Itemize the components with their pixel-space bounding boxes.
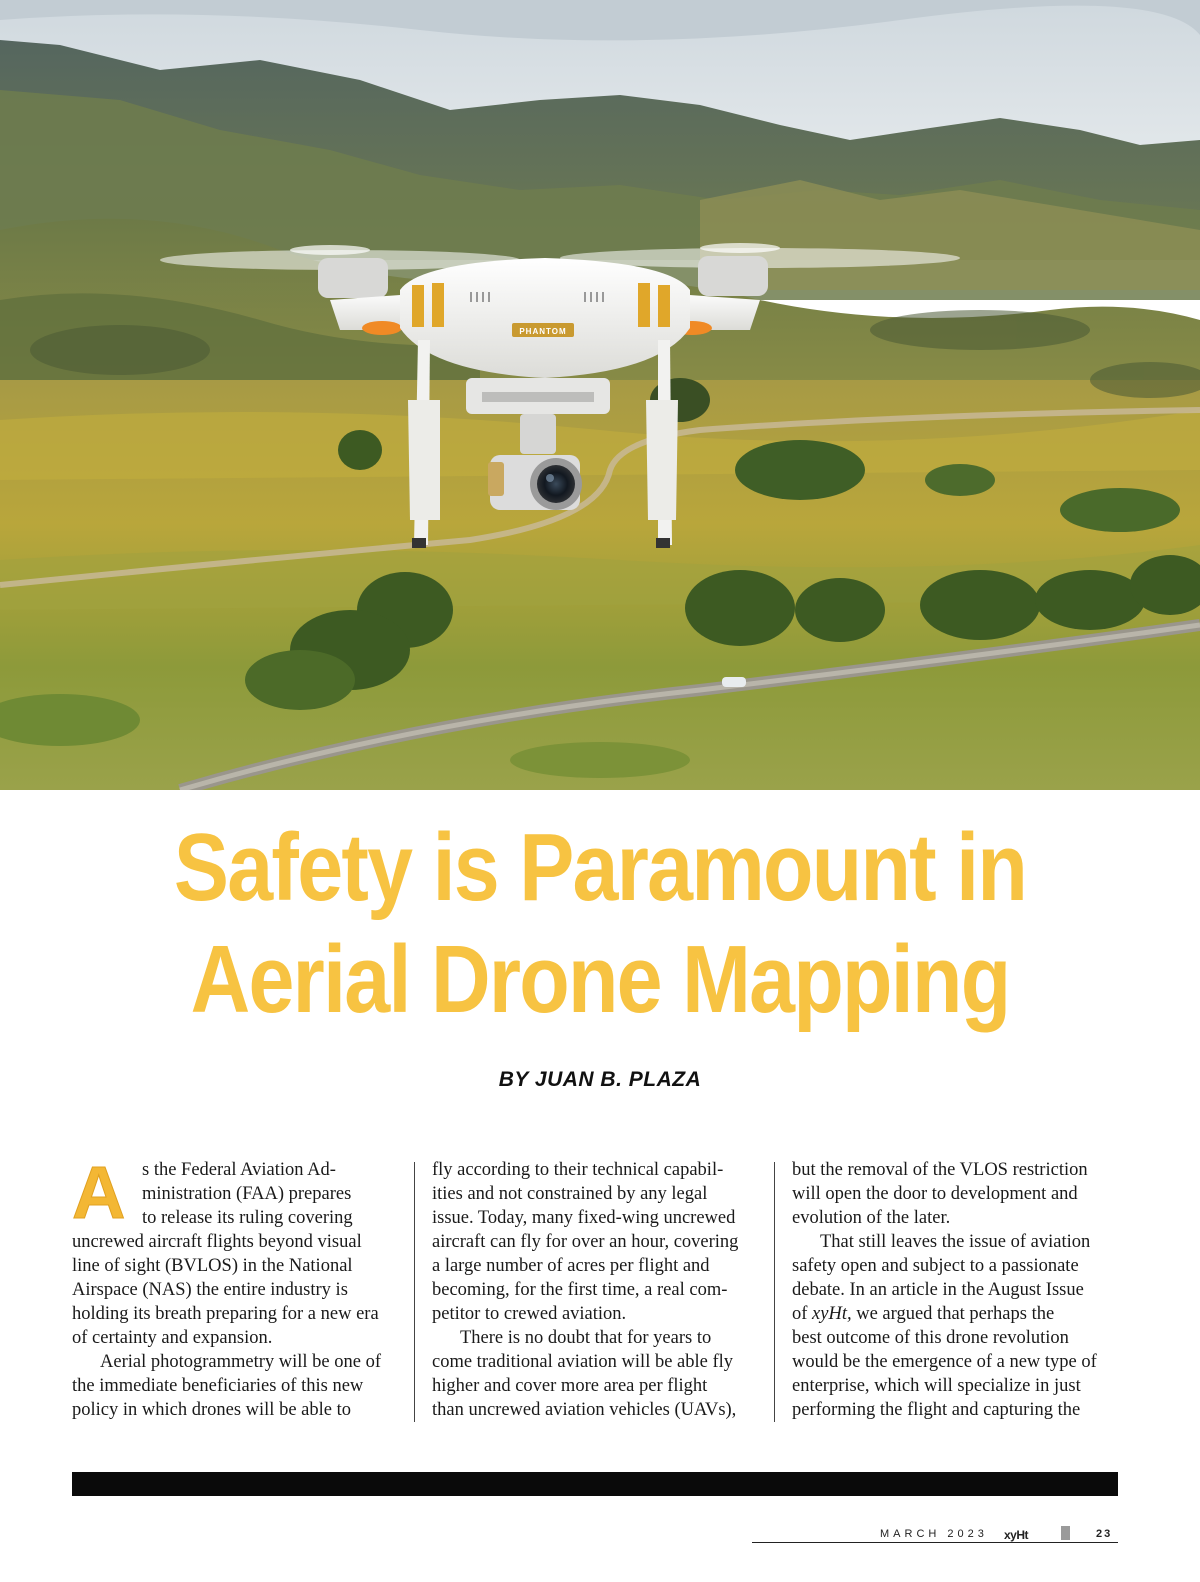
page-number: 23 <box>1096 1528 1113 1540</box>
hero-photo <box>0 0 1200 790</box>
byline: BY JUAN B. PLAZA <box>498 1068 702 1091</box>
body-line: than uncrewed aviation vehicles (UAVs), <box>432 1400 737 1420</box>
body-line: the immediate beneficiaries of this new <box>72 1376 364 1396</box>
column-3 <box>792 1158 1122 1422</box>
body-line: line of sight (BVLOS) in the National <box>72 1256 353 1276</box>
body-line: holding its breath preparing for a new era <box>72 1304 379 1324</box>
article-headline <box>84 812 1116 1036</box>
body-line: enterprise, which will specialize in just <box>792 1376 1081 1396</box>
body-line <box>792 1302 1122 1326</box>
body-line: performing the flight and capturing the <box>792 1400 1081 1420</box>
body-line: Aerial photogrammetry will be one of <box>100 1352 382 1372</box>
footer-separator-block <box>1061 1526 1070 1540</box>
body-line: come traditional aviation will be able fly <box>432 1352 734 1372</box>
body-line: will open the door to development and <box>792 1184 1078 1204</box>
body-line: a large number of acres per flight and <box>432 1256 710 1276</box>
body-line: evolution of the later. <box>792 1208 951 1228</box>
body-line: uncrewed aircraft flights beyond visual <box>72 1232 362 1252</box>
body-line: to release its ruling covering <box>142 1208 353 1228</box>
headline-line-2: Aerial Drone Mapping <box>190 926 1010 1033</box>
body-line: ministration (FAA) prepares <box>142 1184 352 1204</box>
body-line: of certainty and expansion. <box>72 1328 273 1348</box>
footer-rule <box>752 1542 1118 1543</box>
body-text: we argued that perhaps the <box>856 1304 1055 1324</box>
column-2 <box>432 1158 762 1422</box>
magazine-name: xyHt <box>1004 1528 1029 1542</box>
body-line: s the Federal Aviation Ad- <box>142 1160 336 1180</box>
column-divider <box>774 1162 775 1422</box>
body-line: best outcome of this drone revolution <box>792 1328 1069 1348</box>
body-line: issue. Today, many fixed-wing uncrewed <box>432 1208 736 1228</box>
publication-name: xyHt, <box>812 1304 852 1324</box>
issue-date: MARCH 2023 <box>880 1528 988 1540</box>
drop-cap: A <box>72 1151 126 1234</box>
body-line: aircraft can fly for over an hour, covering <box>432 1232 739 1252</box>
decorative-bar <box>72 1472 1118 1496</box>
body-line: safety open and subject to a passionate <box>792 1256 1079 1276</box>
body-line: becoming, for the first time, a real com- <box>432 1280 728 1300</box>
body-text: of <box>792 1304 808 1324</box>
article-body <box>72 1151 1118 1428</box>
column-1 <box>72 1151 402 1422</box>
body-line: policy in which drones will be able to <box>72 1400 351 1420</box>
body-line: would be the emergence of a new type of <box>792 1352 1097 1372</box>
body-line: but the removal of the VLOS restriction <box>792 1160 1088 1180</box>
drone-brand-label: PHANTOM <box>519 327 567 336</box>
headline-line-1: Safety is Paramount in <box>173 814 1027 921</box>
body-line: There is no doubt that for years to <box>460 1328 712 1348</box>
body-line: Airspace (NAS) the entire industry is <box>72 1280 348 1300</box>
body-line: petitor to crewed aviation. <box>432 1304 627 1324</box>
body-line: ities and not constrained by any legal <box>432 1184 708 1204</box>
body-line: That still leaves the issue of aviation <box>820 1232 1091 1252</box>
body-line: debate. In an article in the August Issue <box>792 1280 1084 1300</box>
body-line: fly according to their technical capabil- <box>432 1160 724 1180</box>
column-divider <box>414 1162 415 1422</box>
body-line: higher and cover more area per flight <box>432 1376 708 1396</box>
